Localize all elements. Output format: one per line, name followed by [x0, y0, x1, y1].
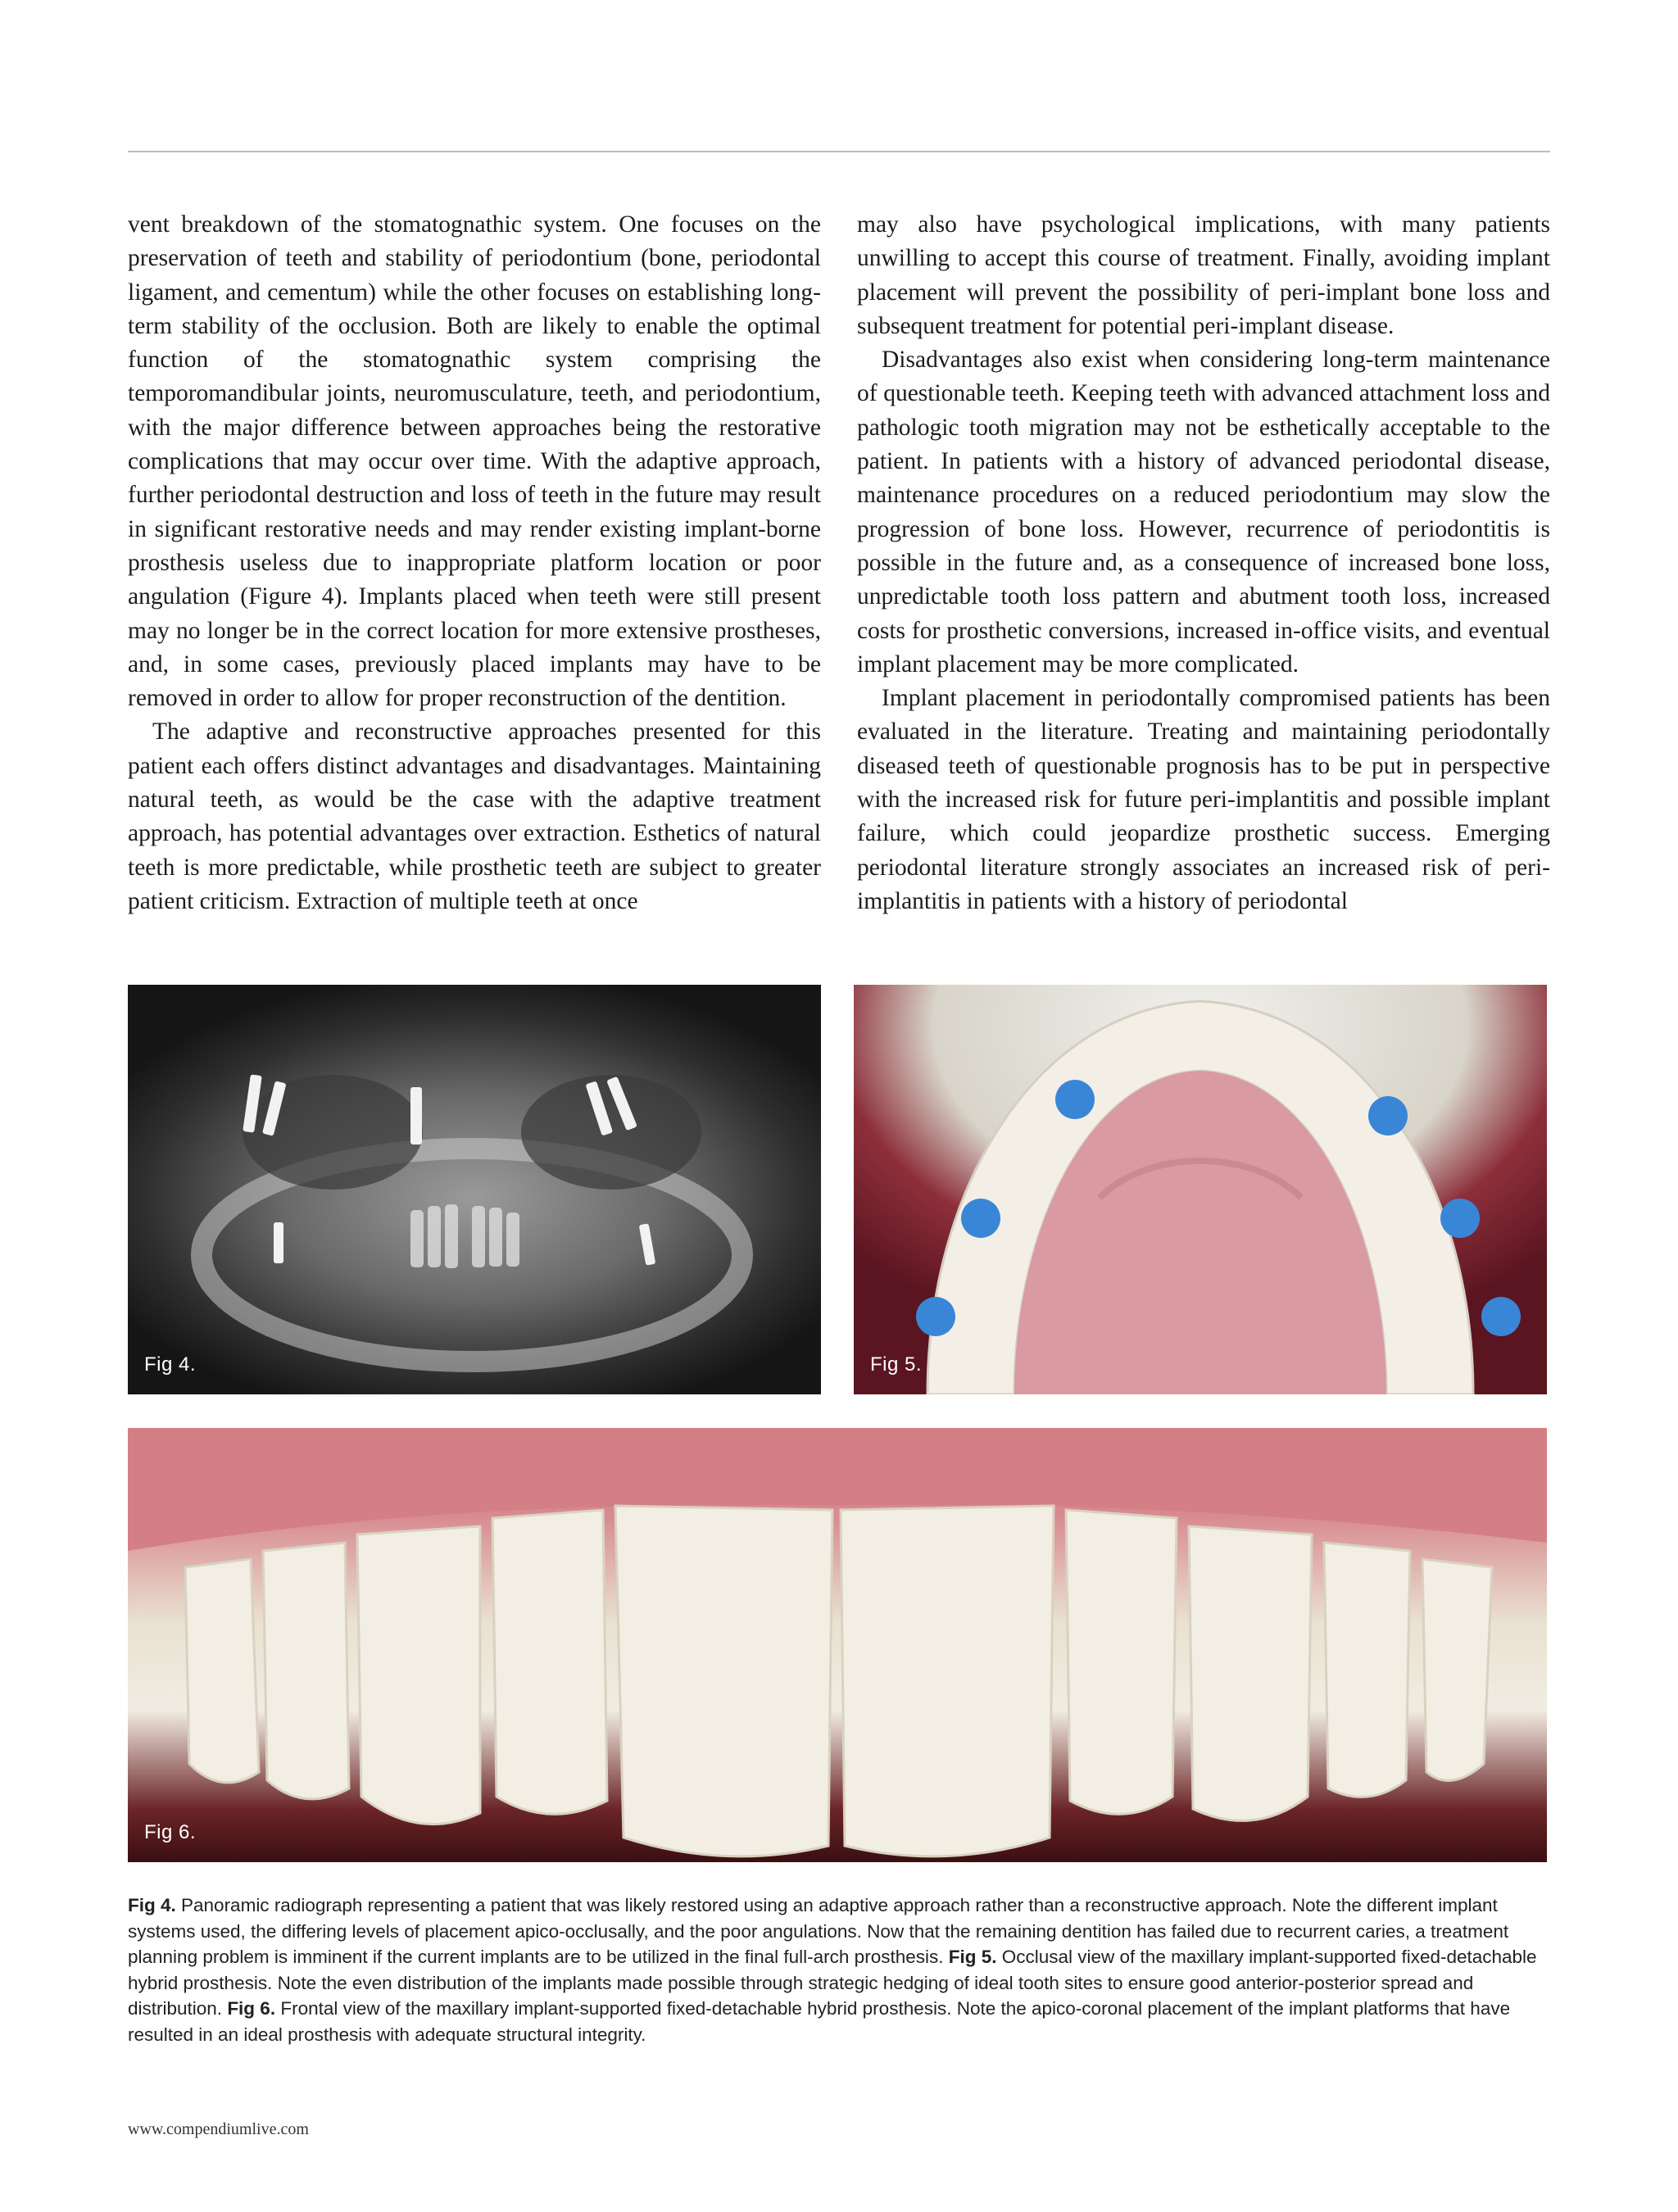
frontal-image	[128, 1428, 1547, 1862]
footer-url: www.compendiumlive.com	[128, 2120, 309, 2138]
caption-fig5-label: Fig 5.	[948, 1947, 997, 1967]
caption-fig6-text: Frontal view of the maxillary implant-supported fixed-detachable hybrid prosthesis. Note the apico-coronal placement of the implant platforms that have resulted in an ideal prosthesis with adequate structural integrity.	[128, 1998, 1511, 2045]
paragraph: Implant placement in periodontally compromised patients has been evaluated in the literature. Treating and maintaining periodontally diseased teeth of questionable prognosis has to be put in perspective with the increased risk for future peri-implantitis and possible implant failure, which could jeopardize prosthetic success. Emerging periodontal literature strongly associates an increased risk of peri-implantitis in patients with a history of periodontal	[857, 685, 1550, 914]
paragraph: vent breakdown of the stomatognathic system. One focuses on the preservation of teeth and stability of periodontium (bone, periodontal ligament, and cementum) while the other focuses on establishing long-term stability of the occlusion. Both are likely to enable the optimal function of the stomatognathic system comprising the temporomandibular joints, neuromusculature, teeth, and periodontium, with the major difference between approaches being the restorative complications that may occur over time. With the adaptive approach, further periodontal destruction and loss of teeth in the future may result in significant restorative needs and may render existing implant-borne prosthesis useless due to inappropriate platform location or poor angulation (Figure 4). Implants placed when teeth were still present may no longer be in the correct location for more extensive prostheses, and, in some cases, previously placed implants may have to be removed in order to allow for proper reconstruction of the dentition.	[128, 211, 821, 712]
paragraph: may also have psychological implications, with many patients unwilling to accept this course of treatment. Finally, avoiding implant placement will prevent the possibility of peri-implant bone loss and subsequent treatment for potential peri-implant disease.	[857, 211, 1550, 339]
figure-5-occlusal-view	[854, 985, 1547, 1394]
paragraph: The adaptive and reconstructive approaches presented for this patient each offers distinct advantages and disadvantages. Maintaining natural teeth, as would be the case with the adaptive treatment approach, has potential advantages over extraction. Esthetics of natural teeth is more predictable, while prosthetic teeth are subject to greater patient criticism. Extraction of multiple teeth at once	[128, 718, 821, 914]
occlusal-image	[854, 985, 1547, 1394]
figure-label: Fig 4.	[144, 1353, 197, 1376]
figure-4-radiograph	[128, 985, 821, 1394]
paragraph: Disadvantages also exist when considering long-term maintenance of questionable teeth. Keeping teeth with advanced attachment loss and pathologic tooth migration may not be esthetically acceptable to the patient. In patients with a history of advanced periodontal disease, maintenance procedures on a reduced periodontium may slow the progression of bone loss. However, recurrence of periodontitis is possible in the future and, as a consequence of increased bone loss, unpredictable tooth loss pattern and abutment tooth loss, increased costs for prosthetic conversions, increased in-office visits, and eventual implant placement may be more complicated.	[857, 347, 1550, 678]
header-rule	[128, 151, 1550, 152]
caption-fig6-label: Fig 6.	[227, 1998, 276, 2019]
figure-caption	[128, 1892, 1547, 2047]
figure-label: Fig 5.	[870, 1353, 923, 1376]
caption-fig5-text: Occlusal view of the maxillary implant-supported fixed-detachable hybrid prosthesis. Note the even distribution of the implants made possible through strategic hedging of ideal tooth sites to ensure good anterior-posterior spread and distribution.	[128, 1947, 1537, 2019]
figure-label: Fig 6.	[144, 1821, 197, 1843]
figure-6-frontal-view	[128, 1428, 1547, 1862]
radiograph-image	[128, 985, 821, 1394]
caption-fig4-label: Fig 4.	[128, 1895, 176, 1915]
body-column-left	[128, 208, 821, 918]
body-column-right	[857, 208, 1550, 918]
caption-fig4-text: Panoramic radiograph representing a patient that was likely restored using an adaptive approach rather than a reconstructive approach. Note the different implant systems used, the differing levels of placement apico-occlusally, and the poor angulations. Now that the remaining dentition has failed due to recurrent caries, a treatment planning problem is imminent if the current implants are to be utilized in the final full-arch prosthesis.	[128, 1895, 1509, 1967]
